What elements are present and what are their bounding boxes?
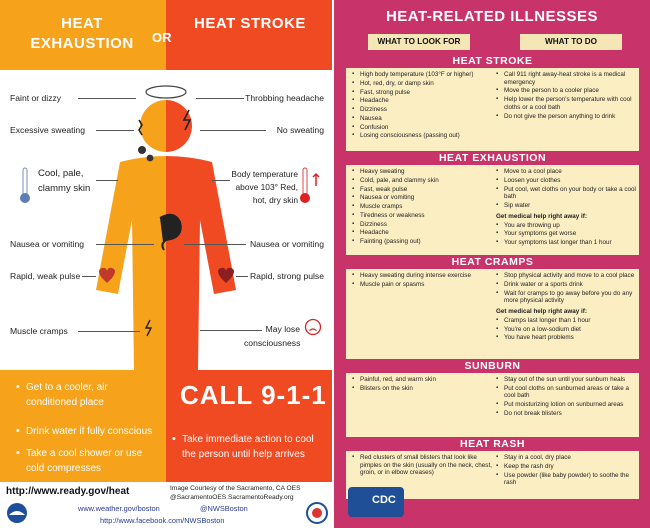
look-for-item: ▪ Painful, red, and warm skin [352,376,492,384]
what-to-do-item: ▪ Move the person to a cooler place [496,87,636,95]
look-for-list [352,71,492,141]
action-cool-shower: • Take a cool shower or use cold compresses [26,446,162,476]
look-for-item: ▪ Hot, red, dry, or damp skin [352,80,492,88]
noaa-logo-icon [6,502,28,524]
symptom-strong-pulse: Rapid, strong pulse [249,271,324,281]
exhaustion-title: HEAT EXHAUSTION [30,15,134,52]
symptom-nausea-left: Nausea or vomiting [10,239,85,249]
look-for-list [352,454,492,478]
what-to-do-list [496,376,636,419]
look-for-list [352,168,492,247]
look-for-item: ▪ Heavy sweating [352,168,492,176]
leader-line [96,130,134,131]
stroke-title: HEAT STROKE [194,15,306,32]
chart-title: HEAT-RELATED ILLNESSES [385,8,599,25]
what-to-do-item: ▪ Do not break blisters [496,410,636,418]
look-for-item: ▪ Red clusters of small blisters that look like pimples on the skin (usually on the neck, chest, groin, or in elbow creases) [352,454,492,477]
symptom-weak-pulse: Rapid, weak pulse [10,271,81,281]
what-to-do-item: ▪ Put cool, wet cloths on your body or take a cool bath [496,186,636,201]
ready-link[interactable]: http://www.ready.gov/heat [6,486,130,497]
what-to-do-item: ▪ Use powder (like baby powder) to soothe the rash [496,472,636,487]
look-for-item: ▪ Headache [352,229,492,237]
section-body [346,68,639,160]
leader-line [96,180,118,181]
look-for-item: ▪ Headache [352,97,492,105]
weather-link[interactable]: www.weather.gov/boston [78,504,160,513]
hot-thermometer-icon [298,166,324,206]
look-for-item: ▪ Nausea or vomiting [352,194,492,202]
medical-help-item: ▪ You are throwing up [496,222,636,230]
what-to-do-item: ▪ Stop physical activity and move to a cool place [496,272,636,280]
what-to-do-list [496,454,636,488]
leader-line [184,244,246,245]
look-for-item: ▪ Losing consciousness (passing out) [352,132,492,140]
symptom-no-sweating: No sweating [276,125,324,135]
heat-illness-chart [334,0,650,528]
col-header-look: WHAT TO LOOK FOR [368,34,470,50]
col-header-do: WHAT TO DO [520,34,622,50]
look-for-item: ▪ Dizziness [352,221,492,229]
stroke-header [166,0,332,70]
medical-help-heading: Get medical help right away if: [496,307,587,315]
what-to-do-list [496,71,636,121]
twitter-handle[interactable]: @NWSBoston [200,504,248,513]
what-to-do-item: ▪ Call 911 right away-heat stroke is a medical emergency [496,71,636,86]
symptom-faint: Faint or dizzy [10,93,62,103]
cdc-logo [348,487,404,517]
look-for-item: ▪ Confusion [352,124,492,132]
leader-line [78,331,140,332]
section-title: HEAT STROKE [346,54,639,68]
look-for-item: ▪ Nausea [352,115,492,123]
symptom-skin-cool: Cool, pale, clammy skin [38,168,91,194]
look-for-item: ▪ Fainting (passing out) [352,238,492,246]
leader-line [78,98,136,99]
what-to-do-item: ▪ Stay in a cool, dry place [496,454,636,462]
leader-line [96,244,154,245]
section-title: SUNBURN [346,359,639,373]
section-body [346,269,639,371]
what-to-do-item: ▪ Do not give the person anything to drink [496,113,636,121]
symptom-consciousness: May lose consciousness [244,324,301,348]
action-cooler-place: • Get to a cooler, air conditioned place [26,380,156,410]
leader-line [200,330,262,331]
action-drink-water: • Drink water if fully conscious [26,424,162,439]
section-title: HEAT CRAMPS [346,255,639,269]
what-to-do-item: ▪ Put cool cloths on sunburned areas or take a cool bath [496,385,636,400]
facebook-link[interactable]: http://www.facebook.com/NWSBoston [100,516,225,525]
symptom-cramps: Muscle cramps [10,326,68,336]
medical-help-item: ▪ You're on a low-sodium diet [496,326,636,334]
look-for-item: ▪ Fast, strong pulse [352,89,492,97]
footer [0,482,332,528]
look-for-item: ▪ Blisters on the skin [352,385,492,393]
what-to-do-list [496,272,636,343]
what-to-do-item: ▪ Help lower the person's temperature with cool cloths or a cool bath [496,96,636,111]
look-for-item: ▪ Fast, weak pulse [352,186,492,194]
cool-thermometer-icon [18,166,32,206]
medical-help-item: ▪ Your symptoms last longer than 1 hour [496,239,636,247]
image-courtesy: Image Courtesy of the Sacramento, CA OES @SacramentoOES SacramentoReady.org [170,485,301,501]
what-to-do-list [496,168,636,248]
what-to-do-item: ▪ Move to a cool place [496,168,636,176]
leader-line [236,276,248,277]
look-for-item: ▪ High body temperature (103°F or higher) [352,71,492,79]
what-to-do-item: ▪ Wait for cramps to go away before you do any more physical activity [496,290,636,305]
medical-help-item: ▪ You have heart problems [496,334,636,342]
medical-help-item: ▪ Your symptoms get worse [496,230,636,238]
look-for-item: ▪ Dizziness [352,106,492,114]
look-for-item: ▪ Muscle pain or spasms [352,281,492,289]
symptom-nausea-right: Nausea or vomiting [249,239,324,249]
dizzy-face-icon [304,318,322,336]
what-to-do-item: ▪ Drink water or a sports drink [496,281,636,289]
leader-line [196,98,244,99]
symptom-sweating: Excessive sweating [10,125,85,135]
what-to-do-item: ▪ Loosen your clothes [496,177,636,185]
action-cool-person: • Take immediate action to cool the person until help arrives [182,432,328,462]
leader-line [200,130,266,131]
leader-line [212,180,230,181]
look-for-list [352,376,492,394]
call-911: CALL 9-1-1 [180,380,327,410]
or-label: OR [152,30,172,45]
section-body [346,165,639,265]
section-title: HEAT RASH [346,437,639,451]
look-for-item: ▪ Heavy sweating during intense exercise [352,272,492,280]
section-body [346,373,639,447]
what-to-do-item: ▪ Keep the rash dry [496,463,636,471]
what-to-do-item: ▪ Sip water [496,202,636,210]
medical-help-heading: Get medical help right away if: [496,212,587,220]
what-to-do-item: ▪ Put moisturizing lotion on sunburned areas [496,401,636,409]
look-for-item: ▪ Tiredness or weakness [352,212,492,220]
cdc-logo-text: CDC [372,494,396,506]
symptom-headache: Throbbing headache [245,93,324,103]
nws-logo-icon [306,502,328,524]
look-for-item: ▪ Cold, pale, and clammy skin [352,177,492,185]
look-for-list [352,272,492,290]
section-title: HEAT EXHAUSTION [346,151,639,165]
symptom-body-temp: Body temperature above 103° Red, hot, dry skin [231,169,298,205]
look-for-item: ▪ Muscle cramps [352,203,492,211]
leader-line [82,276,96,277]
medical-help-item: ▪ Cramps last longer than 1 hour [496,317,636,325]
what-to-do-item: ▪ Stay out of the sun until your sunburn heals [496,376,636,384]
